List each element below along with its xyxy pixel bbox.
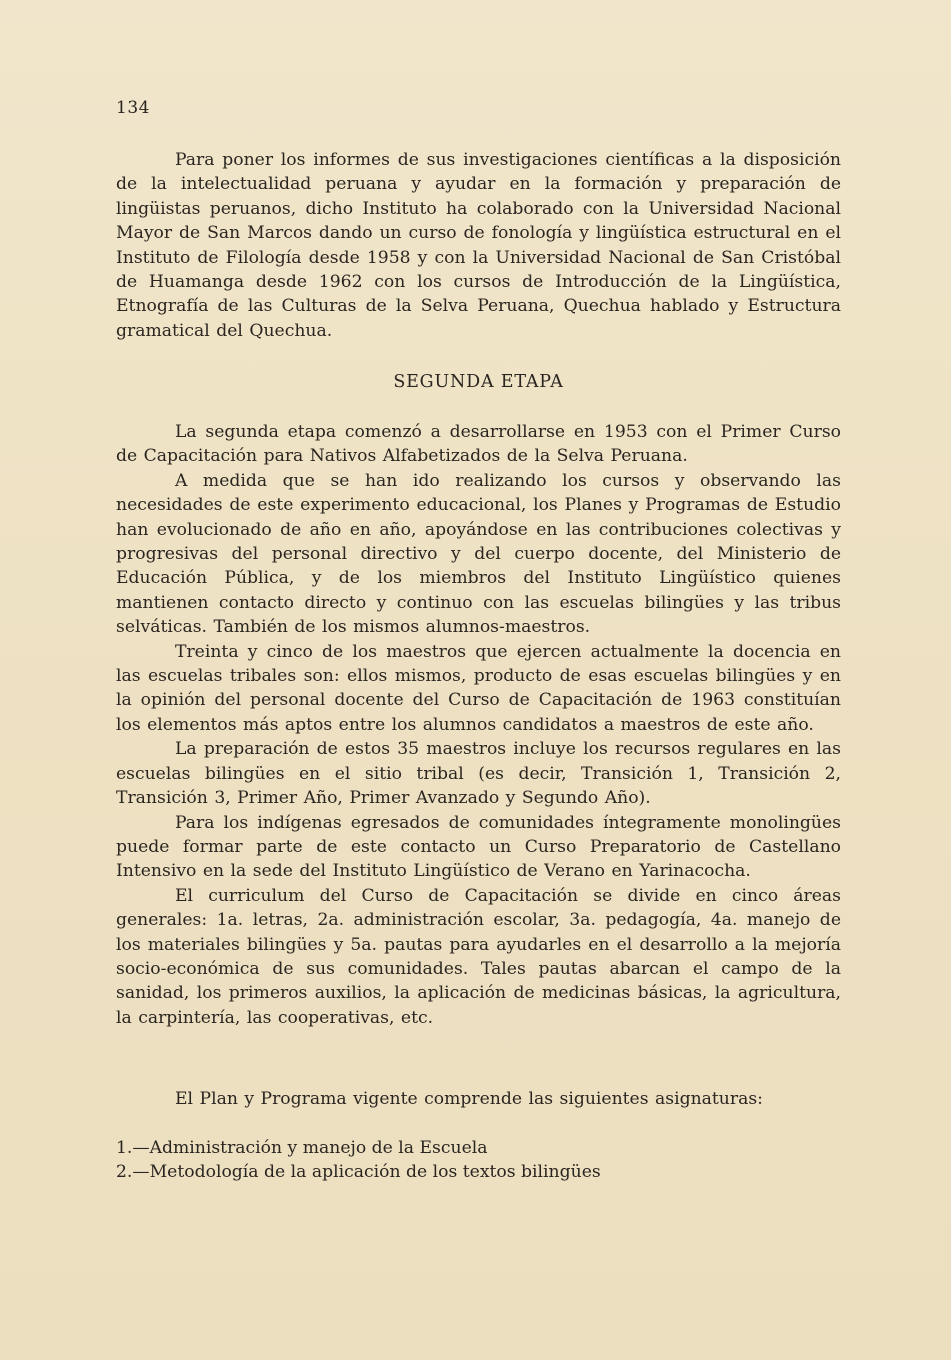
section-body xyxy=(116,420,841,1030)
plan-section xyxy=(116,1087,841,1111)
paragraph: La segunda etapa comenzó a desarrollarse en 1953 con el Primer Curso de Capacitación para Nativos Alfabetizados de la Selva Peruana. xyxy=(116,422,841,467)
intro-paragraph: Para poner los informes de sus investigaciones científicas a la disposición de la intelectualidad peruana y ayudar en la formación y preparación de lingüistas peruanos, dicho Instituto ha colaborado con la Universidad Nacional Mayor de San Marcos dando un curso de fonología y lingüística estructural en el Instituto de Filología desde 1958 y con la Universidad Nacional de San Cristóbal de Huamanga desde 1962 con los cursos de Introducción de la Lingüística, Etnografía de las Culturas de la Selva Peruana, Quechua hablado y Estructura gramatical del Quechua. xyxy=(116,150,841,341)
paragraph: El curriculum del Curso de Capacitación se divide en cinco áreas generales: 1a. letras, 2a. administración escolar, 3a. pedagogía, 4a. manejo de los materiales bilingües y 5a. pautas para ayudarles en el desarrollo a la mejoría socio-económica de sus comunidades. Tales pautas abarcan el campo de la sanidad, los primeros auxilios, la aplicación de medicinas básicas, la agricultura, la carpintería, las cooperativas, etc. xyxy=(116,885,841,1028)
page-number: 134 xyxy=(116,98,150,118)
list-item: 2.—Metodología de la aplicación de los textos bilingües xyxy=(116,1162,601,1183)
paragraph: Para los indígenas egresados de comunidades íntegramente monolingües puede formar parte de este contacto un Curso Preparatorio de Castellano Intensivo en la sede del Instituto Lingüístico de Verano en Yarinacocha. xyxy=(116,812,841,882)
plan-paragraph: El Plan y Programa vigente comprende las siguientes asignaturas: xyxy=(175,1089,763,1109)
paragraph: A medida que se han ido realizando los cursos y observando las necesidades de este experimento educacional, los Planes y Programas de Estudio han evolucionado de año en año, apoyándose en las contribuciones colectivas y progresivas del personal directivo y del cuerpo docente, del Ministerio de Educación Pública, y de los miembros del Instituto Lingüístico quienes mantienen contacto directo y continuo con las escuelas bilingües y las tribus selváticas. También de los mismos alumnos-maestros. xyxy=(116,470,841,638)
intro-section xyxy=(116,148,841,343)
section-heading: SEGUNDA ETAPA xyxy=(393,372,564,392)
paragraph: Treinta y cinco de los maestros que ejercen actualmente la docencia en las escuelas tribales son: ellos mismos, producto de esas escuelas bilingües y en la opinión del personal docente del Curso de Capacitación de 1963 constituían los elementos más aptos entre los alumnos candidatos a maestros de este año. xyxy=(116,641,841,735)
subject-list xyxy=(116,1136,841,1185)
paragraph: La preparación de estos 35 maestros incluye los recursos regulares en las escuelas bilingües en el sitio tribal (es decir, Transición 1, Transición 2, Transición 3, Primer Año, Primer Avanzado y Segundo Año). xyxy=(116,739,841,809)
list-item: 1.—Administración y manejo de la Escuela xyxy=(116,1138,488,1158)
